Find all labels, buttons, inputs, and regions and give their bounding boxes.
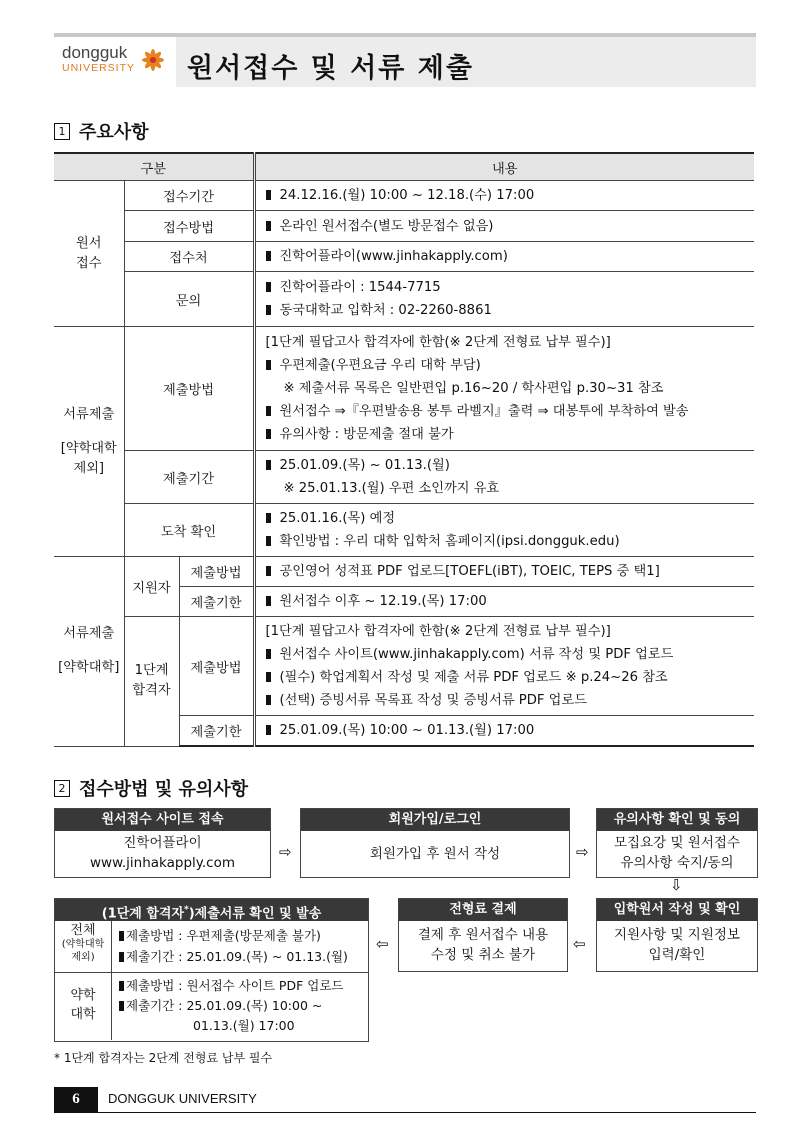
header-content: 내용 <box>254 153 754 181</box>
label-docs-method: 제출방법 <box>124 327 254 451</box>
step-signup-login-title: 회원가입/로그인 <box>301 809 569 831</box>
arrow-left-icon: ⇦ <box>573 935 586 953</box>
step-signup-login <box>300 808 570 878</box>
value-passed-deadline: 25.01.09.(목) 10:00 ~ 01.13.(월) 17:00 <box>254 716 754 747</box>
label-passed-method: 제출방법 <box>179 617 254 716</box>
page-number: 6 <box>54 1087 98 1112</box>
value-inquiry: 진학어플라이 : 1544-7715 동국대학교 입학처 : 02-2260-8861 <box>254 272 754 327</box>
value-applicant-deadline: 원서접수 이후 ~ 12.19.(목) 17:00 <box>254 587 754 617</box>
step-site-access-title: 원서접수 사이트 접속 <box>55 809 270 831</box>
label-inquiry: 문의 <box>124 272 254 327</box>
value-docs-period: 25.01.09.(목) ~ 01.13.(월) ※ 25.01.13.(월) 우편 소인까지 유효 <box>254 451 754 504</box>
section1-title: 주요사항 <box>79 122 149 143</box>
footer-text: DONGGUK UNIVERSITY <box>108 1091 257 1106</box>
lotus-logo-icon <box>135 40 171 80</box>
value-apply-place: 진학어플라이(www.jinhakapply.com) <box>254 242 754 272</box>
general-sublabel: (약학대학 제외) <box>61 939 105 963</box>
label-applicant-method: 제출방법 <box>179 557 254 587</box>
pharmacy-period: 제출기간 : 25.01.09.(목) 10:00 ~ <box>119 996 343 1016</box>
step-application-form-title: 입학원서 작성 및 확인 <box>597 899 757 921</box>
label-apply-period: 접수기간 <box>124 181 254 211</box>
page-title: 원서접수 및 서류 제출 <box>187 53 474 84</box>
general-label: 전체 <box>70 923 96 938</box>
step-application-form <box>596 898 758 972</box>
section2-title: 접수방법 및 유의사항 <box>79 779 249 800</box>
step-signup-login-body: 회원가입 후 원서 작성 <box>369 846 501 862</box>
step-fee-payment-line2: 수정 및 취소 불가 <box>430 947 536 963</box>
label-applicant: 지원자 <box>124 557 179 617</box>
value-apply-period: 24.12.16.(월) 10:00 ~ 12.18.(수) 17:00 <box>254 181 754 211</box>
value-arrival-check: 25.01.16.(목) 예정 확인방법 : 우리 대학 입학처 홈페이지(ipsi.dongguk.edu) <box>254 504 754 557</box>
step-fee-payment-title: 전형료 결제 <box>399 899 567 921</box>
pharmacy-label: 약학 대학 <box>55 973 112 1040</box>
step-notice-agree-title: 유의사항 확인 및 동의 <box>597 809 757 831</box>
footer-rule <box>54 1112 756 1113</box>
value-applicant-method: 공인영어 성적표 PDF 업로드[TOEFL(iBT), TOEIC, TEPS 중 택1] <box>254 557 754 587</box>
pharmacy-period-cont: 01.13.(월) 17:00 <box>193 1018 295 1033</box>
step-notice-agree <box>596 808 758 878</box>
footnote: * 1단계 합격자는 2단계 전형료 납부 필수 <box>54 1051 273 1065</box>
general-submission-row <box>55 921 368 973</box>
group-pharmacy: 서류제출 [약학대학] <box>54 557 124 747</box>
step-site-access <box>54 808 271 878</box>
label-apply-method: 접수방법 <box>124 211 254 242</box>
step-application-form-line2: 입력/확인 <box>648 947 706 963</box>
arrow-right-icon: ⇨ <box>279 843 292 861</box>
step-fee-payment <box>398 898 568 972</box>
arrow-right-icon: ⇨ <box>576 843 589 861</box>
step-site-access-line2: www.jinhakapply.com <box>90 855 235 871</box>
logo-sub-text: UNIVERSITY <box>62 62 136 74</box>
pharmacy-submission-row <box>55 973 368 1040</box>
step-document-submission-title: (1단계 합격자*)제출서류 확인 및 발송 <box>55 899 368 921</box>
step-site-access-line1: 진학어플라이 <box>123 835 202 851</box>
pharmacy-method: 제출방법 : 원서접수 사이트 PDF 업로드 <box>119 976 343 996</box>
group-documents: 서류제출 [약학대학 제외] <box>54 327 124 557</box>
value-passed-method: [1단계 필답고사 합격자에 한함(※ 2단계 전형료 납부 필수)] 원서접수 사이트(www.jinhakapply.com) 서류 작성 및 PDF 업로드 (필수) 학업계획서 작성 및 제출 서류 PDF 업로드 ※ p.24~26 참조 (선택) 증빙서류 목록표 작성 및 증빙서류 PDF 업로드 <box>254 617 754 716</box>
section2-number: 2 <box>54 780 70 797</box>
section1-heading <box>54 118 149 144</box>
label-passed-deadline: 제출기한 <box>179 716 254 747</box>
step-notice-agree-line2: 유의사항 숙지/동의 <box>620 855 734 871</box>
header-category: 구분 <box>54 153 254 181</box>
step-application-form-line1: 지원사항 및 지원정보 <box>614 927 740 943</box>
value-apply-method: 온라인 원서접수(별도 방문접수 없음) <box>254 211 754 242</box>
main-info-table <box>54 152 754 747</box>
label-docs-period: 제출기간 <box>124 451 254 504</box>
label-apply-place: 접수처 <box>124 242 254 272</box>
step-notice-agree-line1: 모집요강 및 원서접수 <box>614 835 740 851</box>
arrow-down-icon: ⇩ <box>670 876 683 894</box>
section1-number: 1 <box>54 123 70 140</box>
value-docs-method: [1단계 필답고사 합격자에 한함(※ 2단계 전형료 납부 필수)] 우편제출(우편요금 우리 대학 부담) ※ 제출서류 목록은 일반편입 p.16~20 / 학사편입 p.30~31 참조 원서접수 ⇒『우편발송용 봉투 라벨지』출력 ⇒ 대봉투에 부착하여 발송 유의사항 : 방문제출 절대 불가 <box>254 327 754 451</box>
label-arrival-check: 도착 확인 <box>124 504 254 557</box>
label-applicant-deadline: 제출기한 <box>179 587 254 617</box>
general-method: 제출방법 : 우편제출(방문제출 불가) <box>119 925 348 946</box>
university-logo <box>62 44 135 74</box>
step-fee-payment-line1: 결제 후 원서접수 내용 <box>417 927 549 943</box>
general-period: 제출기간 : 25.01.09.(목) ~ 01.13.(월) <box>119 946 348 967</box>
step-document-submission <box>54 898 369 1042</box>
arrow-left-icon: ⇦ <box>376 935 389 953</box>
logo-main-text: dongguk <box>62 43 128 62</box>
group-application: 원서 접수 <box>54 181 124 327</box>
section2-heading <box>54 775 248 801</box>
label-passed: 1단계 합격자 <box>124 617 179 747</box>
